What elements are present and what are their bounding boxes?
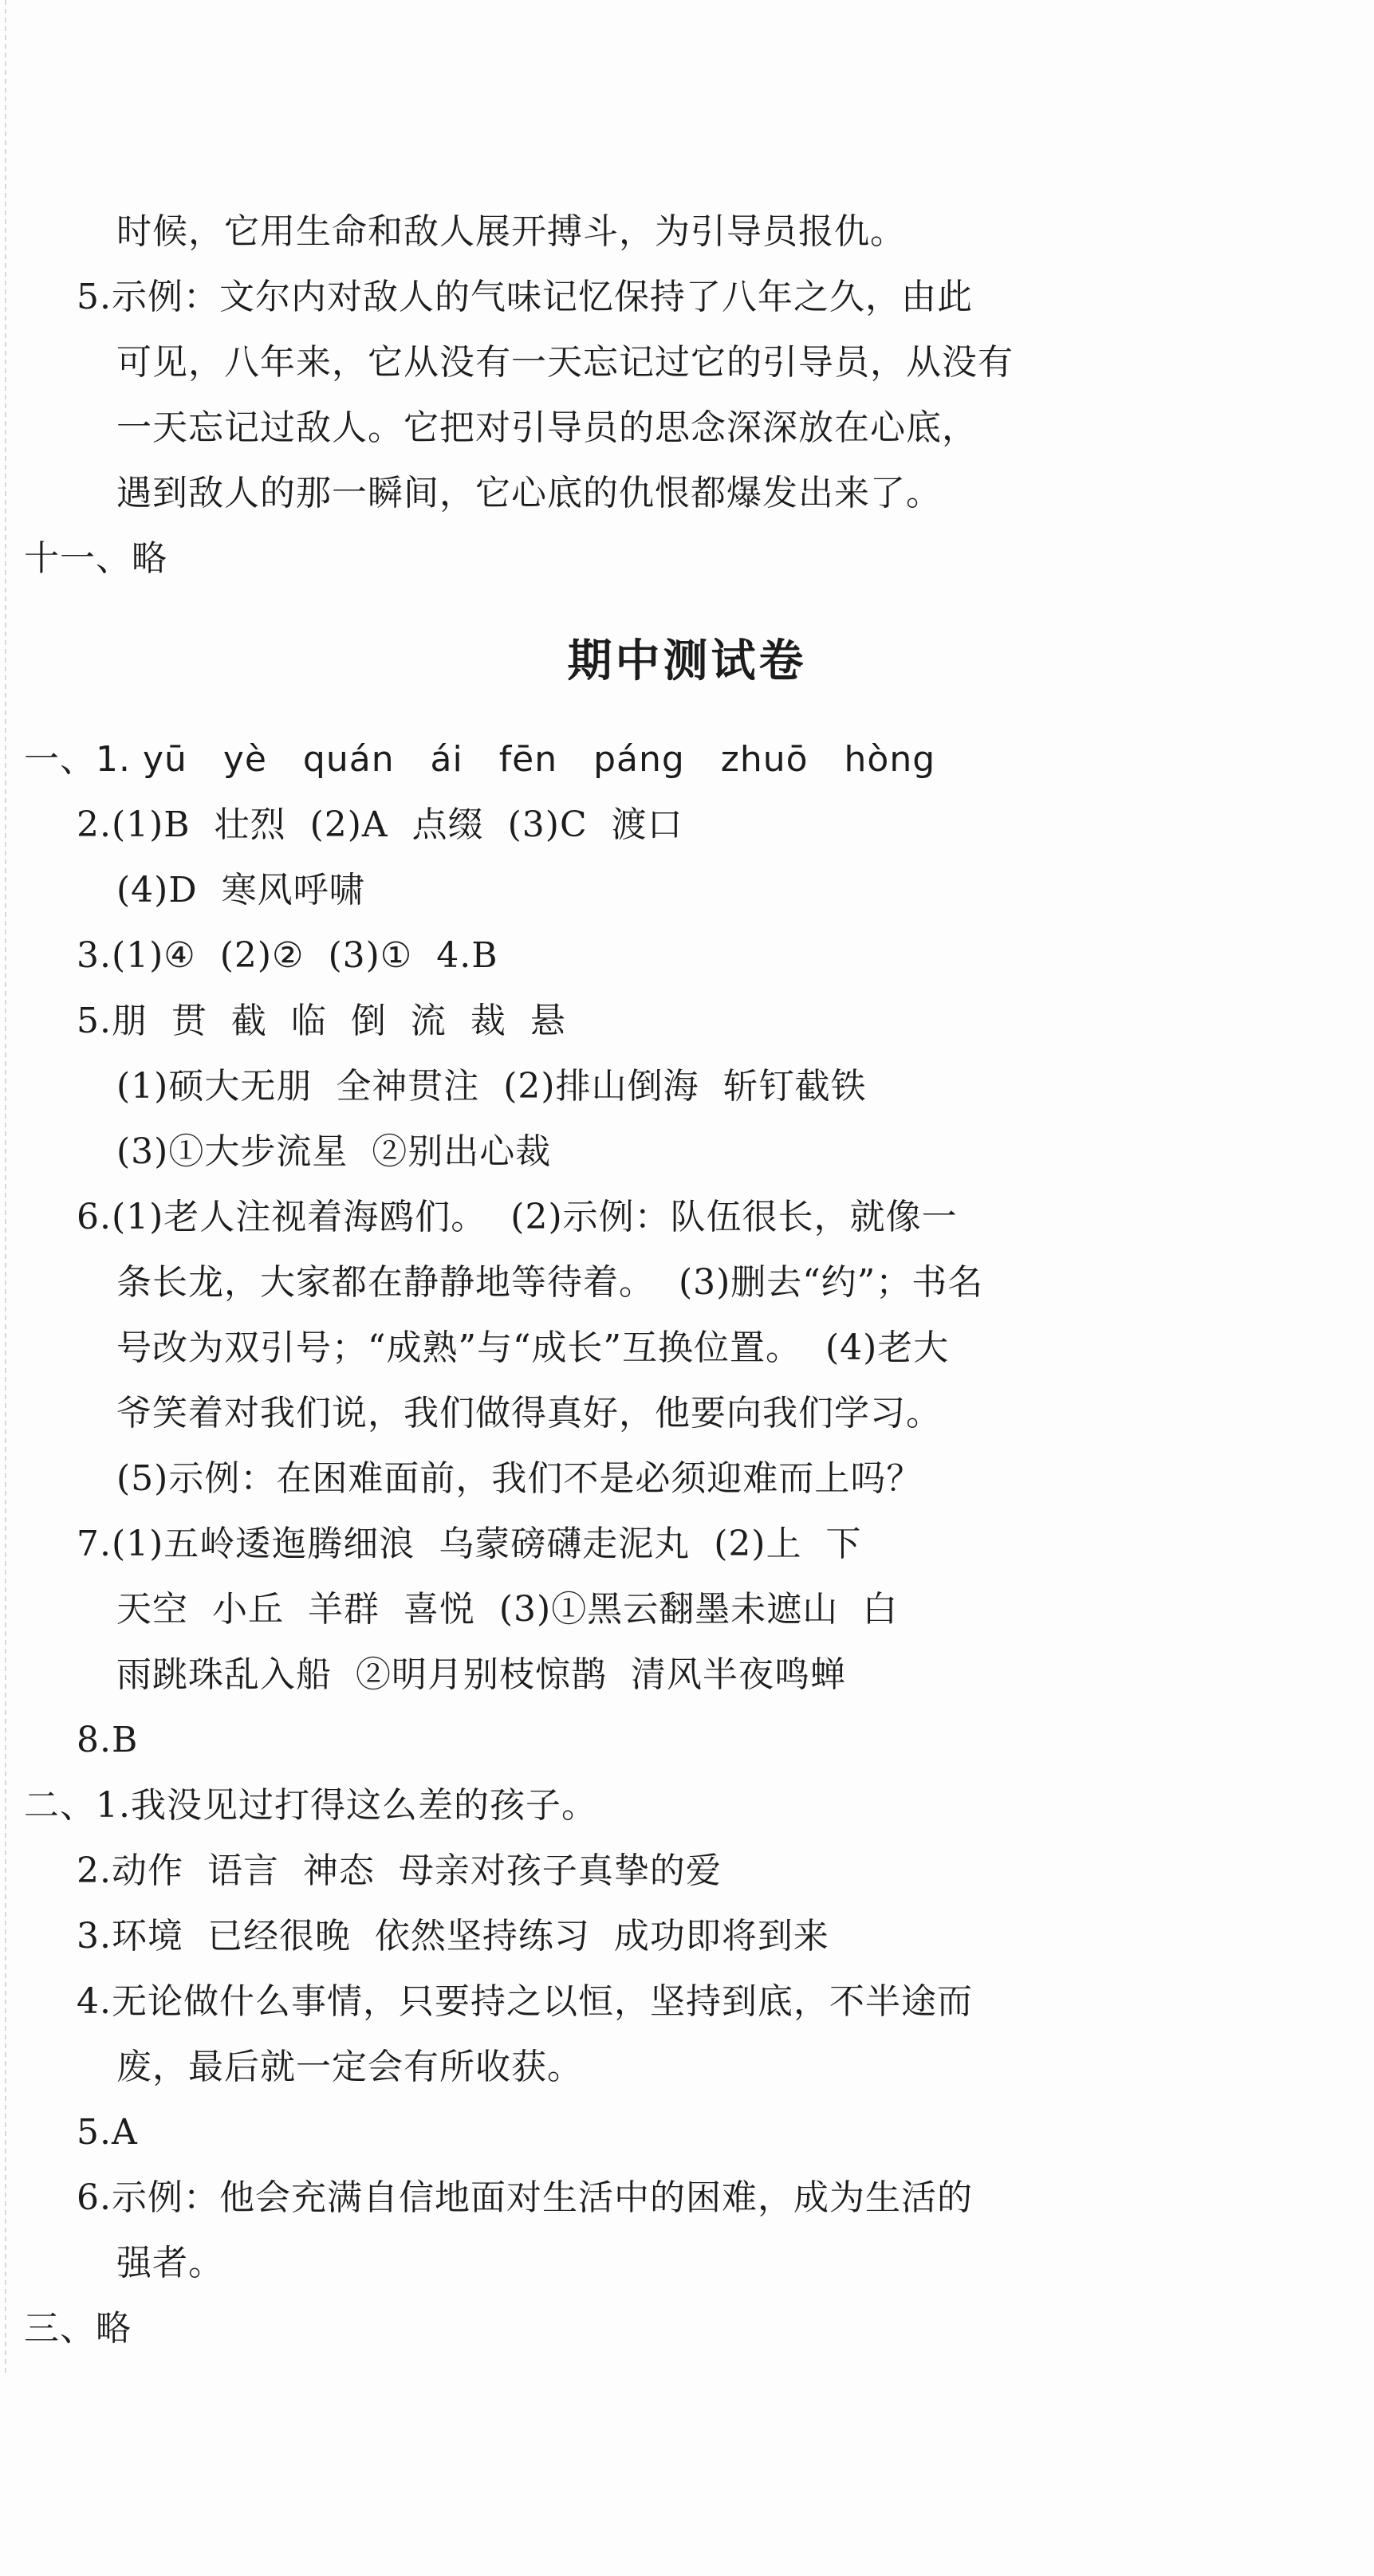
answer-line: 遇到敌人的那一瞬间，它心底的仇恨都爆发出来了。 — [116, 473, 942, 513]
answer-line: 6.(1)老人注视着海鸥们。 (2)示例：队伍很长，就像一 — [77, 1197, 958, 1237]
section-heading: 十一、略 — [24, 538, 167, 579]
answer-line: 爷笑着对我们说，我们做得真好，他要向我们学习。 — [116, 1393, 942, 1434]
answer-line: 号改为双引号；“成熟”与“成长”互换位置。 (4)老大 — [116, 1327, 950, 1368]
answer-line: 5.朋 贯 截 临 倒 流 裁 悬 — [77, 1001, 566, 1041]
answer-line: 强者。 — [116, 2243, 224, 2283]
answer-line: 可见，八年来，它从没有一天忘记过它的引导员，从没有 — [116, 342, 1014, 383]
answer-line: 2.动作 语言 神态 母亲对孩子真挚的爱 — [77, 1850, 722, 1891]
answer-line: 5.示例：文尔内对敌人的气味记忆保持了八年之久，由此 — [77, 277, 973, 317]
scan-margin-line — [5, 0, 6, 2376]
answer-line: 条长龙，大家都在静静地等待着。 (3)删去“约”；书名 — [116, 1262, 984, 1303]
answer-line: 7.(1)五岭逶迤腾细浪 乌蒙磅礴走泥丸 (2)上 下 — [77, 1524, 862, 1564]
answer-line: 8.B — [77, 1720, 139, 1760]
answer-line: (3)①大步流星 ②别出心裁 — [116, 1131, 552, 1172]
answer-line: (5)示例：在困难面前，我们不是必须迎难而上吗？ — [116, 1458, 923, 1499]
answer-line: 天空 小丘 羊群 喜悦 (3)①黑云翻墨未遮山 白 — [116, 1589, 899, 1630]
answer-line: 3.(1)④ (2)② (3)① 4.B — [77, 935, 498, 976]
answer-line: (1)硕大无朋 全神贯注 (2)排山倒海 斩钉截铁 — [116, 1066, 867, 1107]
answer-line: 一、1. yū yè quán ái fēn páng zhuō hòng — [24, 739, 936, 780]
answer-line: 6.示例：他会充满自信地面对生活中的困难，成为生活的 — [77, 2177, 973, 2218]
answer-line: 5.A — [77, 2112, 138, 2153]
answer-line: 二、1.我没见过打得这么差的孩子。 — [24, 1785, 597, 1826]
answer-line: 废，最后就一定会有所收获。 — [116, 2047, 583, 2087]
answer-line: 一天忘记过敌人。它把对引导员的思念深深放在心底， — [116, 407, 978, 448]
answer-line: 雨跳珠乱入船 ②明月别枝惊鹊 清风半夜鸣蝉 — [116, 1654, 846, 1695]
page-title: 期中测试卷 — [567, 635, 807, 687]
answer-line: (4)D 寒风呼啸 — [116, 870, 365, 910]
answer-line: 4.无论做什么事情，只要持之以恒，坚持到底，不半途而 — [77, 1981, 973, 2022]
answer-line: 3.环境 已经很晚 依然坚持练习 成功即将到来 — [77, 1916, 829, 1957]
answer-line: 2.(1)B 壮烈 (2)A 点缀 (3)C 渡口 — [77, 804, 683, 845]
answer-line: 时候，它用生命和敌人展开搏斗，为引导员报仇。 — [116, 211, 906, 252]
section-heading: 三、略 — [24, 2308, 132, 2349]
